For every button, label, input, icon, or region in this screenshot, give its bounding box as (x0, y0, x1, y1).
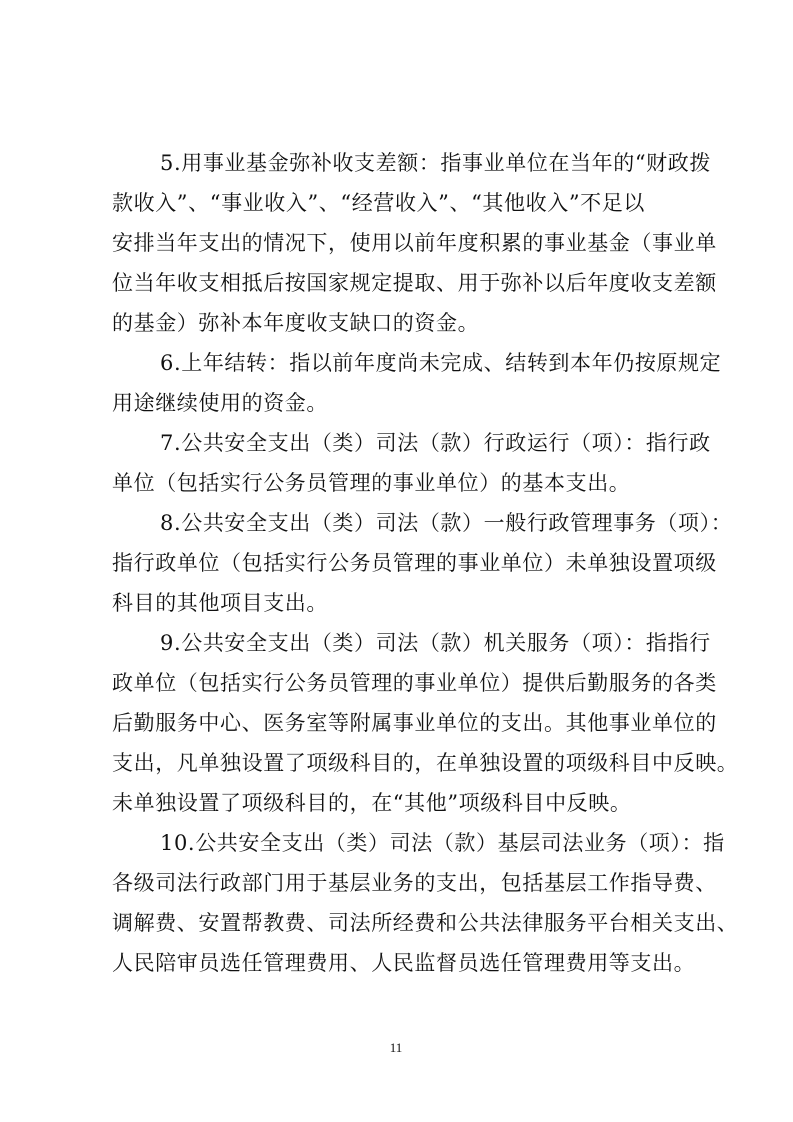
text-line: 指行政单位（包括实行公务员管理的事业单位）未单独设置项级 (112, 551, 717, 575)
text-line: 用途继续使用的资金。 (112, 391, 328, 415)
text-line: 科目的其他项目支出。 (112, 591, 328, 615)
text-line: 单位（包括实行公务员管理的事业单位）的基本支出。 (112, 471, 631, 495)
text-line: 各级司法行政部门用于基层业务的支出，包括基层工作指导费、 (112, 871, 717, 895)
text-line: 9.公共安全支出（类）司法（款）机关服务（项）：指指行 (160, 631, 711, 655)
text-line: 7.公共安全支出（类）司法（款）行政运行（项）：指行政 (160, 431, 711, 455)
text-line: 人民陪审员选任管理费用、人民监督员选任管理费用等支出。 (112, 951, 696, 975)
text-line: 未单独设置了项级科目的，在“其他”项级科目中反映。 (112, 791, 632, 815)
text-line: 5.用事业基金弥补收支差额：指事业单位在当年的“财政拨 (160, 151, 711, 175)
text-line: 位当年收支相抵后按国家规定提取、用于弥补以后年度收支差额 (112, 271, 717, 295)
text-line: 的基金）弥补本年度收支缺口的资金。 (112, 311, 480, 335)
text-line: 调解费、安置帮教费、司法所经费和公共法律服务平台相关支出、 (112, 911, 739, 935)
text-line: 后勤服务中心、医务室等附属事业单位的支出。其他事业单位的 (112, 711, 717, 735)
text-line: 安排当年支出的情况下，使用以前年度积累的事业基金（事业单 (112, 231, 717, 255)
text-line: 6.上年结转：指以前年度尚未完成、结转到本年仍按原规定 (160, 351, 722, 375)
text-line: 政单位（包括实行公务员管理的事业单位）提供后勤服务的各类 (112, 671, 717, 695)
page-number: 11 (389, 1040, 403, 1055)
text-line: 支出，凡单独设置了项级科目的，在单独设置的项级科目中反映。 (112, 751, 739, 775)
text-line: 款收入”、“事业收入”、“经营收入”、“其他收入”不足以 (112, 191, 645, 215)
text-line: 10.公共安全支出（类）司法（款）基层司法业务（项）：指 (160, 831, 725, 855)
text-line: 8.公共安全支出（类）司法（款）一般行政管理事务（项）： (160, 511, 733, 535)
